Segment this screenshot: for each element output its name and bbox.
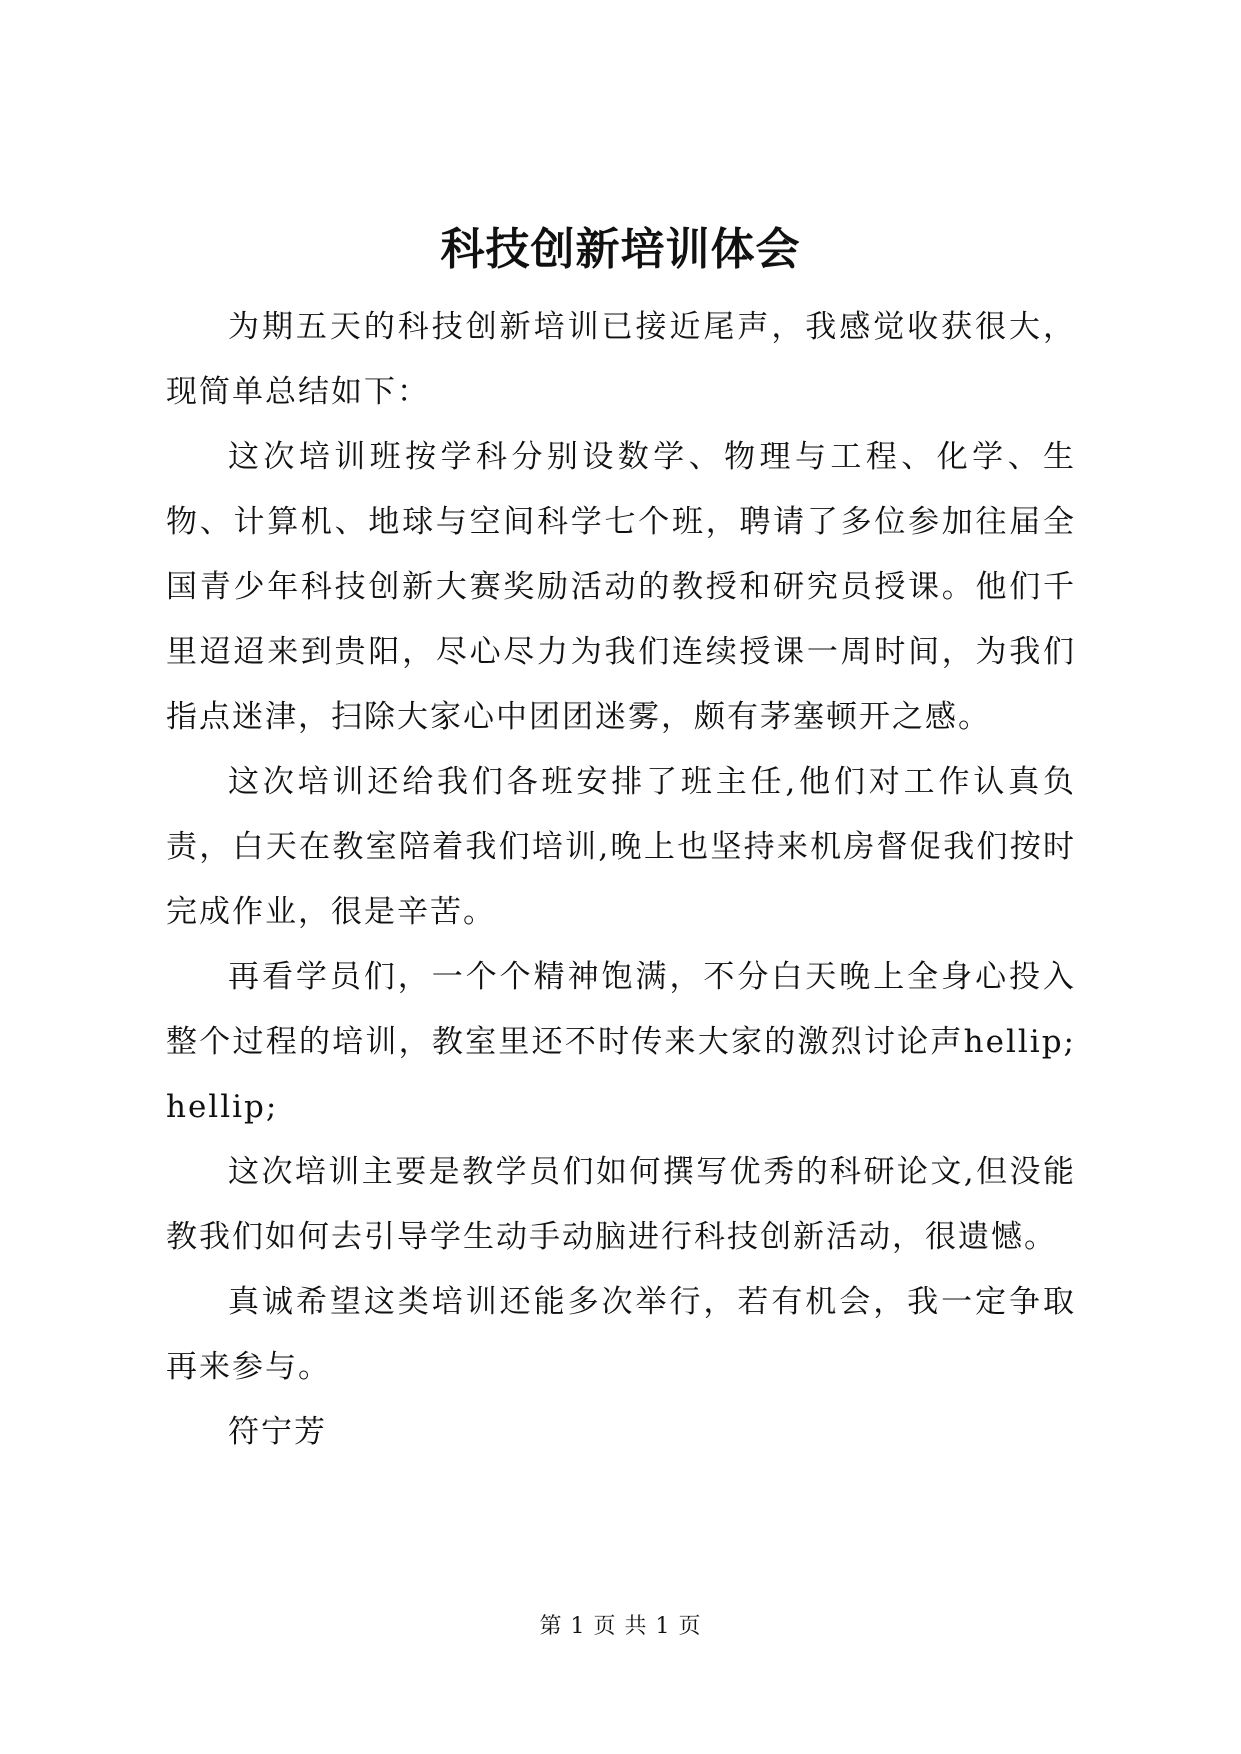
author-signature: 符宁芳: [228, 1414, 327, 1450]
paragraph-intro: 为期五天的科技创新培训已接近尾声，我感觉收获很大，现简单总结如下：: [166, 309, 1076, 410]
paragraph-classes: 这次培训班按学科分别设数学、物理与工程、化学、生物、计算机、地球与空间科学七个班，聘请了多位参加往届全国青少年科技创新大赛奖励活动的教授和研究员授课。他们千里迢迢来到贵阳，尽心尽力为我们连续授课一周时间，为我们指点迷津，扫除大家心中团团迷雾，颇有茅塞顿开之感。: [166, 439, 1076, 735]
page-footer: 第 1 页 共 1 页: [539, 1614, 702, 1639]
document-body: [166, 295, 1076, 1465]
paragraph-hope: 真诚希望这类培训还能多次举行，若有机会，我一定争取再来参与。: [166, 1284, 1076, 1385]
document-title: 科技创新培训体会: [440, 224, 801, 275]
paragraph-training-focus: 这次培训主要是教学员们如何撰写优秀的科研论文,但没能教我们如何去引导学生动手动脑进行科技创新活动，很遗憾。: [166, 1154, 1076, 1255]
paragraph-head-teachers: 这次培训还给我们各班安排了班主任,他们对工作认真负责，白天在教室陪着我们培训,晚上也坚持来机房督促我们按时完成作业，很是辛苦。: [166, 764, 1076, 930]
paragraph-trainees: 再看学员们，一个个精神饱满，不分白天晚上全身心投入整个过程的培训，教室里还不时传来大家的激烈讨论声hellip;hellip;: [166, 959, 1076, 1125]
